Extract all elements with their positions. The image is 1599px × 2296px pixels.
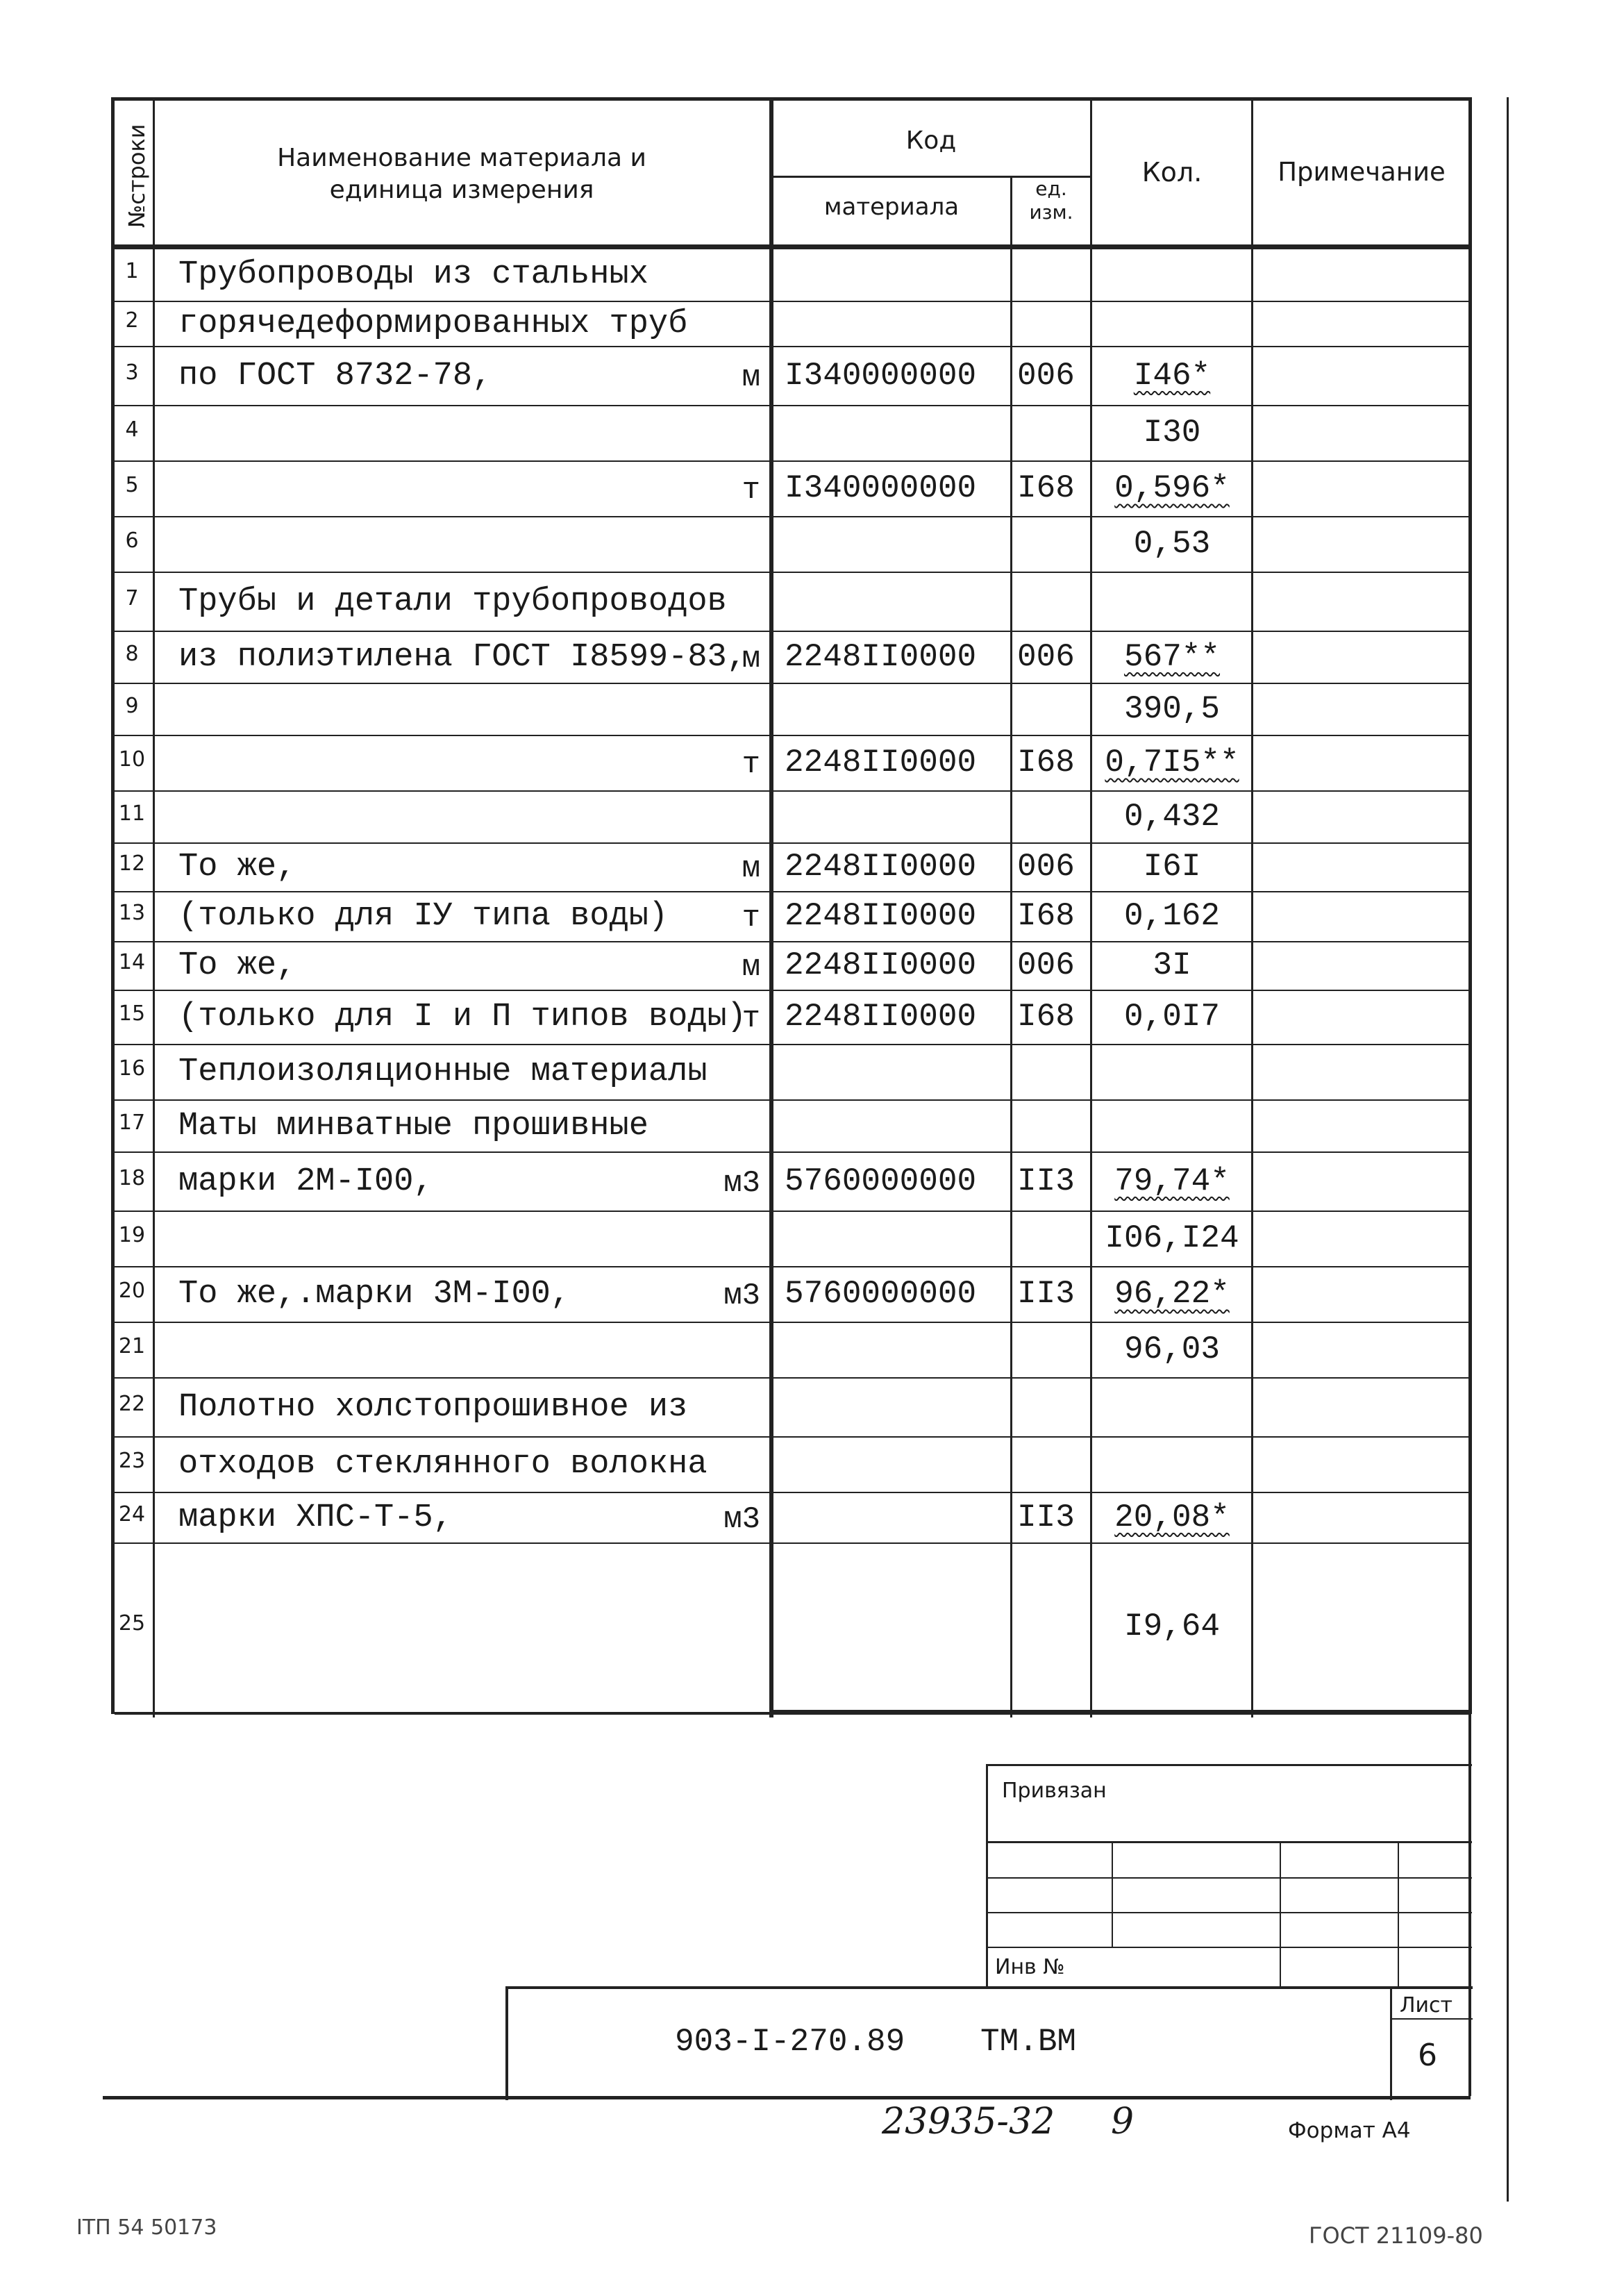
row-number: 23 [118, 1449, 146, 1473]
unit-code: 006 [1017, 357, 1075, 394]
unit-code: 006 [1017, 638, 1075, 675]
material-unit: м [742, 360, 760, 395]
name-header: Наименование материала и единица измерения [277, 144, 646, 204]
table-row [115, 1493, 1470, 1544]
name-cell [115, 898, 760, 937]
material-name: Трубы и детали трубопроводов [178, 583, 727, 620]
unit-code: I68 [1017, 999, 1075, 1035]
table-row [115, 1438, 1470, 1493]
name-cell [115, 1220, 760, 1259]
material-unit: м [742, 950, 760, 985]
material-unit: т [742, 1001, 760, 1036]
table-row [115, 942, 1470, 991]
unit-code: 006 [1017, 947, 1075, 983]
name-cell [115, 947, 760, 986]
row-number: 11 [118, 801, 146, 826]
material-code: 2248II0000 [785, 999, 977, 1035]
name-cell [115, 1389, 760, 1428]
table-row [115, 991, 1470, 1045]
row-number: 21 [118, 1334, 146, 1358]
table-row [115, 347, 1470, 406]
row-number: 20 [118, 1279, 146, 1303]
table-row [115, 892, 1470, 942]
material-name: То же,.марки 3М-I00, [178, 1276, 571, 1313]
material-name: То же, [178, 849, 296, 885]
row-number: 8 [125, 641, 139, 666]
sheet-cell-line [1390, 1989, 1392, 2100]
name-cell [115, 744, 760, 783]
table-row [115, 302, 1470, 347]
table-row [115, 1045, 1470, 1101]
material-code: 2248II0000 [785, 898, 977, 934]
row-number: 25 [118, 1611, 146, 1636]
material-unit: м3 [723, 1501, 760, 1537]
name-cell [115, 358, 760, 397]
material-unit: т [742, 901, 760, 935]
handwritten-sheet: 9 [1111, 2101, 1135, 2143]
quantity: 567** [1123, 638, 1221, 675]
row-number: 17 [118, 1110, 146, 1135]
block-line [988, 1947, 1472, 1948]
name-cell [115, 1499, 760, 1538]
block-line [1398, 1841, 1399, 1988]
material-code: 2248II0000 [785, 947, 977, 983]
quantity: I9,64 [1123, 1608, 1221, 1645]
quantity: I46* [1133, 357, 1211, 394]
block-line [988, 1841, 1472, 1843]
row-number: 13 [118, 901, 146, 925]
table-row [115, 1323, 1470, 1379]
material-unit: м3 [723, 1165, 760, 1201]
name-cell [115, 583, 760, 622]
name-cell [115, 1108, 760, 1147]
material-code: 2248II0000 [785, 744, 977, 781]
unit-code: II3 [1017, 1276, 1075, 1312]
material-name: марки 2М-I00, [178, 1163, 433, 1200]
quantity: 79,74* [1114, 1163, 1230, 1199]
row-number: 24 [118, 1501, 146, 1526]
row-number: 10 [118, 747, 146, 772]
material-name: из полиэтилена ГОСТ I8599-83, [178, 638, 746, 676]
material-unit: м3 [723, 1279, 760, 1313]
material-name: Теплоизоляционные материалы [178, 1054, 708, 1090]
unit-code: I68 [1017, 744, 1075, 781]
quantity: 390,5 [1123, 690, 1221, 727]
doc-code-block [505, 1986, 1473, 2100]
doc-code: 903-I-270.89 [675, 2024, 905, 2060]
name-cell [115, 1276, 760, 1315]
material-name: горячедеформированных труб [178, 305, 688, 342]
quantity: 0,7I5** [1105, 744, 1239, 781]
doc-mark: ТМ.ВМ [980, 2024, 1077, 2060]
quantity: I30 [1143, 415, 1201, 451]
bound-label: Привязан [1002, 1779, 1107, 1803]
sheet-cell-line [1390, 2018, 1473, 2020]
qty-header: Кол. [1141, 157, 1203, 188]
material-unit: м [742, 641, 760, 676]
name-cell [115, 999, 760, 1038]
table-row [115, 1267, 1470, 1323]
row-number: 6 [125, 529, 139, 553]
name-cell [115, 849, 760, 888]
table-row [115, 1544, 1470, 1712]
row-number: 3 [125, 360, 139, 385]
quantity: 0,432 [1123, 798, 1221, 835]
table-row [115, 573, 1470, 632]
material-code: I340000000 [785, 357, 977, 394]
name-cell [115, 306, 760, 344]
row-number: 1 [125, 259, 139, 283]
block-line [1280, 1841, 1281, 1988]
material-name: (только для IУ типа воды) [178, 898, 669, 935]
material-code-header: материала [823, 193, 960, 221]
row-number: 18 [118, 1165, 146, 1190]
row-number: 9 [125, 693, 139, 718]
row-number: 5 [125, 473, 139, 497]
row-number: 16 [118, 1056, 146, 1081]
name-cell [115, 1054, 760, 1092]
quantity: 0,0I7 [1123, 999, 1221, 1035]
material-name: То же, [178, 947, 296, 984]
block-line [988, 1912, 1472, 1913]
table-row [115, 1101, 1470, 1153]
block-line [1112, 1841, 1113, 1947]
table-row [115, 736, 1470, 792]
unit-code: II3 [1017, 1163, 1075, 1199]
material-unit: м [742, 851, 760, 886]
table-row [115, 684, 1470, 736]
name-cell [115, 256, 760, 295]
quantity: 96,03 [1123, 1331, 1221, 1367]
row-number: 2 [125, 308, 139, 333]
binding-block [986, 1764, 1472, 1988]
row-number: 19 [118, 1223, 146, 1247]
row-number: 12 [118, 851, 146, 876]
material-code: I340000000 [785, 470, 977, 506]
table-row [115, 249, 1470, 302]
name-cell [115, 799, 760, 838]
quantity: 0,596* [1114, 470, 1230, 506]
sheet-number: 6 [1418, 2038, 1437, 2073]
unit-code: II3 [1017, 1499, 1075, 1536]
table-row [115, 1212, 1470, 1267]
material-code: 2248II0000 [785, 849, 977, 885]
table-row [115, 792, 1470, 844]
code-header: Код [905, 126, 957, 155]
name-cell [115, 1331, 760, 1370]
unit-code: 006 [1017, 849, 1075, 885]
table-row [115, 1153, 1470, 1212]
quantity: 3I [1153, 947, 1191, 983]
table-row [115, 632, 1470, 684]
table-row [115, 517, 1470, 573]
table-row [115, 462, 1470, 517]
material-name: Полотно холстопрошивное из [178, 1388, 688, 1426]
material-code: 5760000000 [785, 1163, 977, 1199]
name-cell [115, 526, 760, 565]
format-label: Формат А4 [1288, 2118, 1411, 2143]
table-row [115, 406, 1470, 462]
name-cell [115, 691, 760, 730]
standard-code: ГОСТ 21109-80 [1309, 2222, 1483, 2249]
row-number: 14 [118, 950, 146, 974]
row-number: 4 [125, 417, 139, 442]
material-code: 2248II0000 [785, 638, 977, 675]
table-bottom [115, 1712, 771, 1715]
quantity: 0,53 [1133, 526, 1211, 562]
unit-header: ед. изм. [1029, 177, 1073, 224]
material-unit: т [742, 747, 760, 782]
name-cell [115, 639, 760, 678]
name-cell [115, 1163, 760, 1202]
block-line [988, 1877, 1472, 1879]
name-cell [115, 470, 760, 509]
spec-table [111, 97, 1472, 1714]
quantity: 20,08* [1114, 1499, 1230, 1536]
sheet-label: Лист [1400, 1993, 1453, 2018]
print-code: ІТП 54 50173 [76, 2215, 217, 2240]
material-unit: т [742, 473, 760, 508]
material-name: марки ХПС-Т-5, [178, 1499, 453, 1536]
name-cell [115, 1446, 760, 1485]
header-bottom [115, 244, 1470, 249]
table-row [115, 1379, 1470, 1438]
material-name: отходов стеклянного волокна [178, 1446, 708, 1483]
material-name: (только для I и П типов воды) [178, 999, 746, 1035]
note-header: Примечание [1278, 157, 1446, 187]
handwritten-number: 23935-32 [882, 2101, 1055, 2143]
unit-code: I68 [1017, 470, 1075, 506]
inv-no-label: Инв № [995, 1955, 1065, 1979]
row-number: 7 [125, 585, 139, 610]
quantity: I6I [1143, 849, 1201, 885]
row-number-header: №строки [124, 124, 150, 228]
unit-code: I68 [1017, 898, 1075, 934]
row-number: 15 [118, 1001, 146, 1026]
quantity: 96,22* [1114, 1276, 1230, 1312]
table-row [115, 844, 1470, 892]
material-name: Маты минватные прошивные [178, 1107, 648, 1145]
outer-frame-right [1507, 97, 1509, 2202]
quantity: I06,I24 [1105, 1220, 1239, 1256]
material-name: по ГОСТ 8732-78, [178, 357, 492, 394]
material-code: 5760000000 [785, 1276, 977, 1312]
row-number: 22 [118, 1391, 146, 1416]
name-cell [115, 1608, 760, 1647]
material-name: Трубопроводы из стальных [178, 256, 648, 293]
quantity: 0,162 [1123, 898, 1221, 934]
name-cell [115, 415, 760, 454]
